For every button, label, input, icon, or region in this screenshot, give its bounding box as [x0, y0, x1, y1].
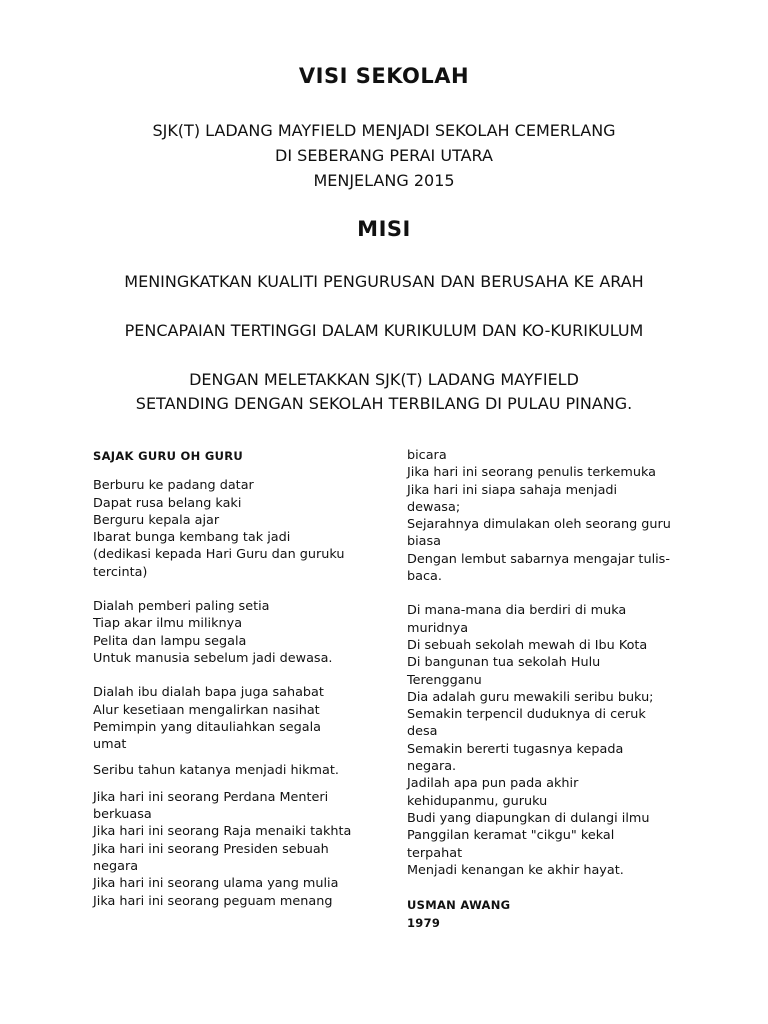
poem-line: Dengan lembut sabarnya mengajar tulis- — [407, 551, 670, 567]
poem-line: Terengganu — [407, 672, 482, 688]
poem-line: Dialah pemberi paling setia — [93, 599, 270, 615]
poem-line: muridnya — [407, 620, 469, 636]
mission-heading: MISI — [357, 217, 411, 241]
poem-line: Dapat rusa belang kaki — [93, 495, 242, 511]
poem-line: Jika hari ini seorang peguam menang — [93, 893, 333, 909]
poem-stanza — [93, 598, 373, 667]
poem-line: Berburu ke padang datar — [93, 478, 254, 494]
vision-heading: VISI SEKOLAH — [298, 64, 470, 88]
poem-stanza — [93, 789, 373, 910]
poem-line: Jika hari ini seorang Raja menaiki takhta — [93, 824, 352, 840]
poem-author: USMAN AWANG — [407, 898, 511, 913]
poem-stanza — [407, 602, 697, 879]
mission-line-1: MENINGKATKAN KUALITI PENGURUSAN DAN BERUSAHA KE ARAH — [124, 272, 644, 291]
poem-line: Di mana-mana dia berdiri di muka — [407, 603, 627, 619]
poem-line: Pelita dan lampu segala — [93, 633, 247, 649]
poem-line: Jika hari ini seorang Presiden sebuah — [93, 841, 329, 857]
poem-line: Jadilah apa pun pada akhir — [407, 776, 579, 792]
poem-line: negara. — [407, 759, 457, 775]
poem-line: negara — [93, 858, 139, 874]
poem-line: Tiap akar ilmu miliknya — [93, 616, 243, 632]
poem-right-column — [407, 447, 697, 932]
poem-line: Semakin terpencil duduknya di ceruk — [407, 707, 646, 723]
poem-line: (dedikasi kepada Hari Guru dan guruku — [93, 547, 345, 563]
poem-line: Panggilan keramat "cikgu" kekal — [407, 828, 615, 844]
vision-line-2: DI SEBERANG PERAI UTARA — [275, 146, 493, 165]
poem-stanza — [93, 684, 373, 753]
poem-line: Jika hari ini seorang penulis terkemuka — [407, 465, 656, 481]
poem-line: Budi yang diapungkan di dulangi ilmu — [407, 810, 650, 826]
poem-line: dewasa; — [407, 499, 461, 515]
poem-stanza — [407, 447, 697, 585]
poem-stanza — [93, 477, 373, 581]
mission-line-2: PENCAPAIAN TERTINGGI DALAM KURIKULUM DAN KO-KURIKULUM — [124, 321, 644, 340]
poem-line: Jika hari ini seorang Perdana Menteri — [93, 789, 329, 805]
poem-line: Ibarat bunga kembang tak jadi — [93, 530, 291, 546]
poem-line: Di sebuah sekolah mewah di Ibu Kota — [407, 637, 648, 653]
poem-title: SAJAK GURU OH GURU — [93, 449, 244, 463]
vision-line-3: MENJELANG 2015 — [313, 171, 455, 190]
poem-line: Jika hari ini seorang ulama yang mulia — [93, 876, 339, 892]
mission-line-4: SETANDING DENGAN SEKOLAH TERBILANG DI PULAU PINANG. — [135, 394, 633, 413]
poem-line: terpahat — [407, 845, 463, 861]
vision-line-1: SJK(T) LADANG MAYFIELD MENJADI SEKOLAH CEMERLANG — [152, 121, 616, 140]
poem-line: Sejarahnya dimulakan oleh seorang guru — [407, 517, 671, 533]
poem-line: Seribu tahun katanya menjadi hikmat. — [93, 763, 339, 779]
poem-line: kehidupanmu, guruku — [407, 793, 548, 809]
poem-line: berkuasa — [93, 807, 152, 823]
poem-line: Pemimpin yang ditauliahkan segala — [93, 719, 322, 735]
poem-line: Dialah ibu dialah bapa juga sahabat — [93, 685, 324, 701]
poem-stanza — [93, 762, 373, 779]
poem-left-column — [93, 448, 373, 910]
poem-line: baca. — [407, 569, 442, 585]
poem-line: umat — [93, 737, 127, 753]
poem-line: Jika hari ini siapa sahaja menjadi — [407, 482, 618, 498]
poem-line: Berguru kepala ajar — [93, 512, 220, 528]
mission-line-3: DENGAN MELETAKKAN SJK(T) LADANG MAYFIELD — [189, 370, 579, 389]
poem-line: Untuk manusia sebelum jadi dewasa. — [93, 650, 333, 666]
poem-line: tercinta) — [93, 564, 148, 580]
poem-line: Menjadi kenangan ke akhir hayat. — [407, 862, 624, 878]
poem-line: desa — [407, 724, 438, 740]
poem-line: biasa — [407, 534, 442, 550]
poem-line: bicara — [407, 448, 447, 463]
poem-line: Semakin bererti tugasnya kepada — [407, 741, 624, 757]
poem-year: 1979 — [407, 916, 441, 931]
poem-line: Alur kesetiaan mengalirkan nasihat — [93, 702, 320, 718]
poem-line: Di bangunan tua sekolah Hulu — [407, 655, 601, 671]
poem-line: Dia adalah guru mewakili seribu buku; — [407, 689, 654, 705]
